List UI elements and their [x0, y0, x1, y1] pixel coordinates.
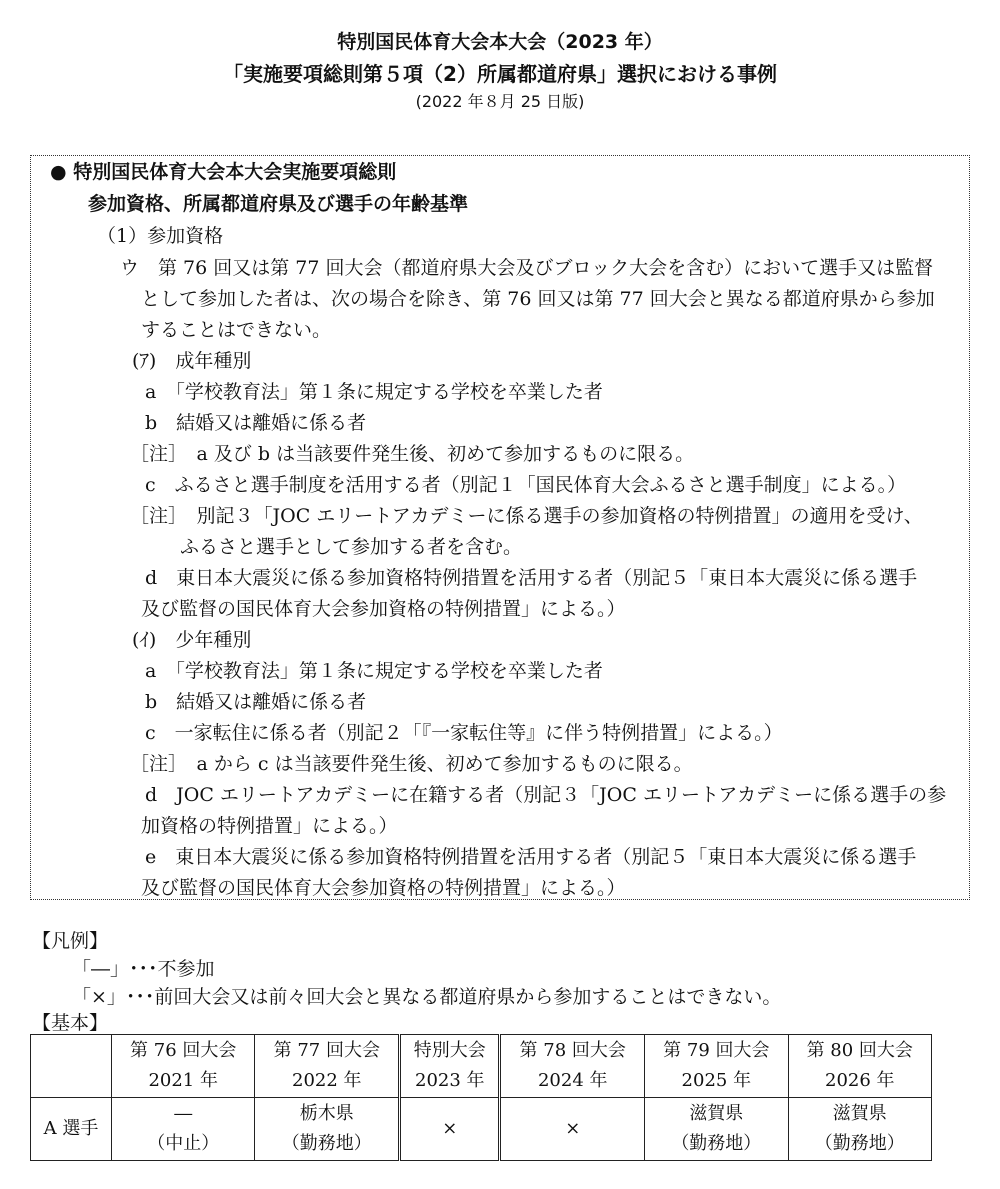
basic-table — [30, 1034, 932, 1161]
column-header-77 — [255, 1035, 400, 1098]
column-name: 第 76 回大会 — [130, 1040, 237, 1061]
column-name: 第 79 回大会 — [663, 1040, 770, 1061]
row-label: A 選手 — [31, 1098, 112, 1161]
rules-adult-note2-line2: ふるさと選手として参加する者を含む。 — [180, 536, 523, 558]
rules-youth-e-line1: e 東日本大震災に係る参加資格特例措置を活用する者（別記５「東日本大震災に係る選手 — [145, 846, 917, 868]
rules-youth-c: c 一家転住に係る者（別記２「『一家転住等』に伴う特例措置」による。） — [145, 722, 783, 744]
column-year: 2025 年 — [681, 1070, 752, 1091]
rules-adult-a: a 「学校教育法」第１条に規定する学校を卒業した者 — [145, 381, 603, 403]
column-header-79 — [645, 1035, 788, 1098]
rules-youth-d-line2: 加資格の特例措置」による。） — [141, 815, 398, 837]
cell-line2: （中止） — [147, 1133, 220, 1154]
column-name: 特別大会 — [413, 1040, 486, 1061]
document-date: (2022 年８月 25 日版) — [415, 92, 585, 111]
legend-cross: 「×」･･･前回大会又は前々回大会と異なる都道府県から参加することはできない。 — [72, 986, 782, 1008]
column-header-80 — [788, 1035, 931, 1098]
table-cell — [400, 1098, 500, 1161]
column-year: 2022 年 — [292, 1070, 362, 1091]
rules-adult-heading: (ｱ) 成年種別 — [132, 350, 252, 372]
column-header-76 — [112, 1035, 255, 1098]
rules-youth-heading: (ｲ) 少年種別 — [132, 629, 252, 651]
column-header-78 — [500, 1035, 645, 1098]
table-cell — [788, 1098, 931, 1161]
column-header-special — [400, 1035, 500, 1098]
cell-line2: （勤務地） — [281, 1133, 372, 1154]
table-cell — [500, 1098, 645, 1161]
table-corner-cell — [31, 1035, 112, 1098]
table-cell — [255, 1098, 400, 1161]
legend-dash: 「―」･･･不参加 — [72, 958, 215, 980]
column-year: 2021 年 — [148, 1070, 218, 1091]
cell-line1: ― — [174, 1103, 193, 1124]
column-name: 第 78 回大会 — [519, 1040, 626, 1061]
table-header-row — [31, 1035, 932, 1098]
rules-u-line1: ウ 第 76 回又は第 77 回大会（都道府県大会及びブロック大会を含む）において選手又は監督 — [120, 257, 934, 279]
table-row — [31, 1098, 932, 1161]
rules-youth-a: a 「学校教育法」第１条に規定する学校を卒業した者 — [145, 660, 603, 682]
column-name: 第 77 回大会 — [273, 1040, 380, 1061]
table-cell — [645, 1098, 788, 1161]
cell-line2: （勤務地） — [814, 1133, 905, 1154]
column-name: 第 80 回大会 — [806, 1040, 913, 1061]
legend-heading: 【凡例】 — [32, 930, 109, 952]
rules-adult-c: c ふるさと選手制度を活用する者（別記１「国民体育大会ふるさと選手制度」による。） — [145, 474, 907, 496]
rules-youth-note: ［注］ a から c は当該要件発生後、初めて参加するものに限る。 — [130, 753, 693, 775]
rules-adult-b: b 結婚又は離婚に係る者 — [145, 412, 367, 434]
document-title: 特別国民体育大会本大会（2023 年） — [337, 31, 663, 53]
cell-line2: （勤務地） — [671, 1133, 762, 1154]
rules-adult-note1: ［注］ a 及び b は当該要件発生後、初めて参加するものに限る。 — [130, 443, 695, 465]
rules-item1: （1）参加資格 — [97, 225, 224, 247]
table-cell — [112, 1098, 255, 1161]
cell-line1: 滋賀県 — [832, 1103, 887, 1124]
rules-youth-b: b 結婚又は離婚に係る者 — [145, 691, 367, 713]
column-year: 2026 年 — [825, 1070, 895, 1091]
rules-adult-d-line2: 及び監督の国民体育大会参加資格の特例措置」による。） — [141, 598, 626, 620]
column-year: 2023 年 — [415, 1070, 485, 1091]
rules-youth-d-line1: d JOC エリートアカデミーに在籍する者（別記３「JOC エリートアカデミーに係る選手の参 — [145, 784, 947, 806]
basic-heading: 【基本】 — [32, 1012, 109, 1034]
rules-youth-e-line2: 及び監督の国民体育大会参加資格の特例措置」による。） — [141, 877, 626, 899]
column-year: 2024 年 — [537, 1070, 608, 1091]
cell-line1: × — [442, 1118, 458, 1139]
rules-subheading: 参加資格、所属都道府県及び選手の年齢基準 — [88, 193, 469, 215]
cell-line1: 栃木県 — [299, 1103, 354, 1124]
rules-adult-note2-line1: ［注］ 別記３「JOC エリートアカデミーに係る選手の参加資格の特例措置」の適用を受け、 — [130, 505, 923, 527]
cell-line1: 滋賀県 — [689, 1103, 744, 1124]
rules-u-line3: することはできない。 — [141, 319, 332, 341]
cell-line1: × — [565, 1118, 581, 1139]
document-subtitle: 「実施要項総則第５項（2）所属都道府県」選択における事例 — [223, 62, 777, 86]
rules-heading: ● 特別国民体育大会本大会実施要項総則 — [50, 161, 397, 183]
rules-adult-d-line1: d 東日本大震災に係る参加資格特例措置を活用する者（別記５「東日本大震災に係る選手 — [145, 567, 918, 589]
rules-u-line2: として参加した者は、次の場合を除き、第 76 回又は第 77 回大会と異なる都道府県から参加 — [141, 288, 935, 310]
